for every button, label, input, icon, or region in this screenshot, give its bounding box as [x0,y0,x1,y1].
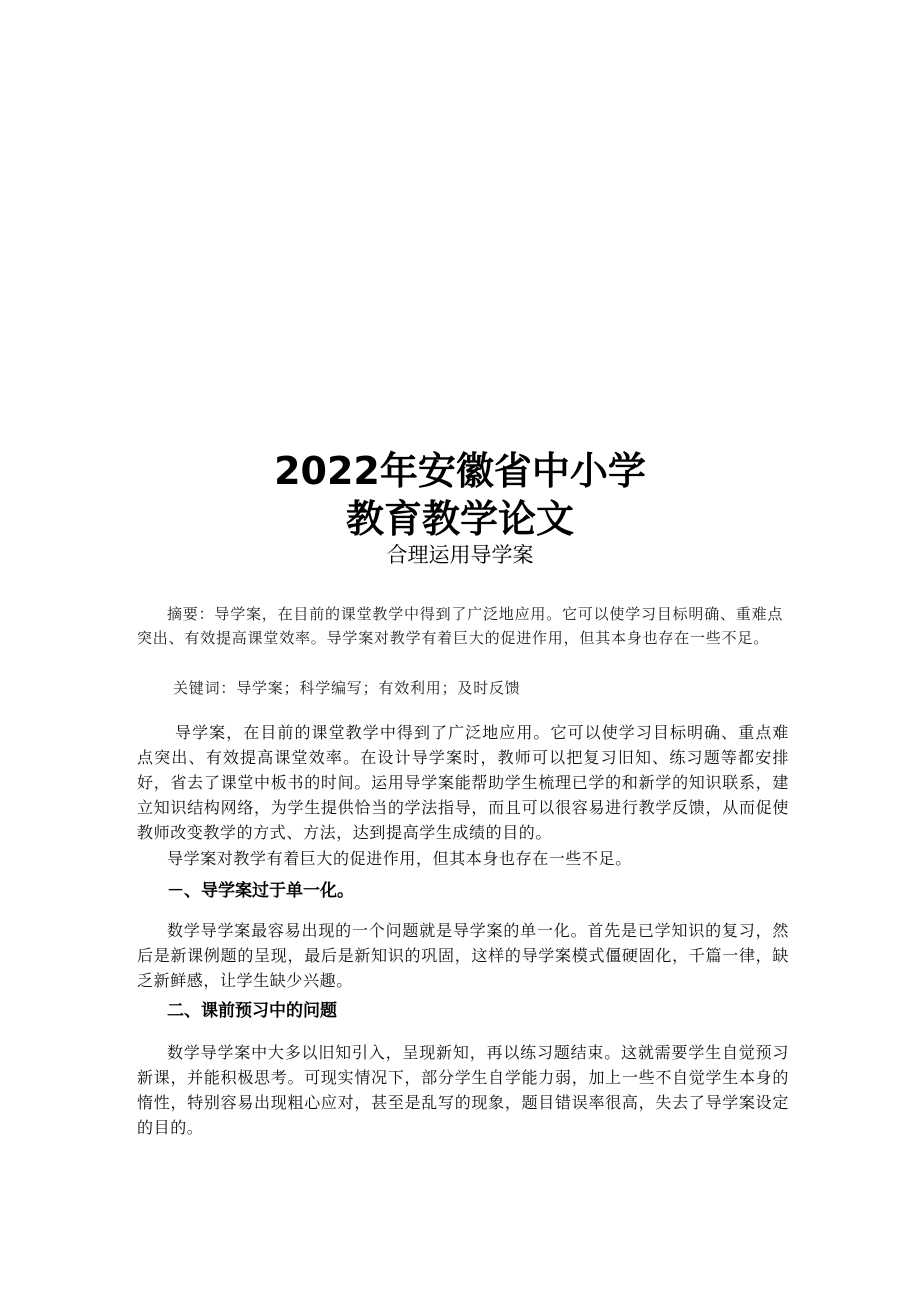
keywords: 关键词：导学案；科学编写；有效利用；及时反馈 [173,679,521,697]
section-2-heading: 二、课前预习中的问题 [167,1001,337,1021]
title-line-2: 教育教学论文 [345,497,574,541]
subtitle: 合理运用导学案 [386,543,534,567]
section-1-paragraph: 数学导学案最容易出现的一个问题就是导学案的单一化。首先是已学知识的复习，然后是新课例题的呈现，最后是新知识的巩固，这样的导学案模式僵硬固化，千篇一律，缺乏新鲜感，让学生缺少兴趣。 [137,921,789,990]
intro-paragraph: 导学案，在目前的课堂教学中得到了广泛地应用。它可以使学习目标明确、重点难点突出、有效提高课堂效率。在设计导学案时，教师可以把复习旧知、练习题等都安排好，省去了课堂中板书的时间。运用导学案能帮助学生梳理已学的和新学的知识联系，建立知识结构网络，为学生提供恰当的学法指导，而且可以很容易进行教学反馈，从而促使教师改变教学的方式、方法，达到提高学生成绩的目的。 [137,723,789,842]
title-line-1: 2022年安徽省中小学 [274,449,646,493]
section-2-paragraph: 数学导学案中大多以旧知引入，呈现新知，再以练习题结束。这就需要学生自觉预习新课，并能积极思考。可现实情况下，部分学生自学能力弱，加上一些不自觉学生本身的惰性，特别容易出现粗心应对，甚至是乱写的现象，题目错误率很高，失去了导学案设定的目的。 [137,1043,789,1137]
abstract: 摘要：导学案，在目前的课堂教学中得到了广泛地应用。它可以使学习目标明确、重难点突出、有效提高课堂效率。导学案对教学有着巨大的促进作用，但其本身也存在一些不足。 [137,605,784,647]
intro-paragraph-2: 导学案对教学有着巨大的促进作用，但其本身也存在一些不足。 [167,849,632,868]
section-1-heading: －、导学案过于单一化。 [167,881,354,901]
